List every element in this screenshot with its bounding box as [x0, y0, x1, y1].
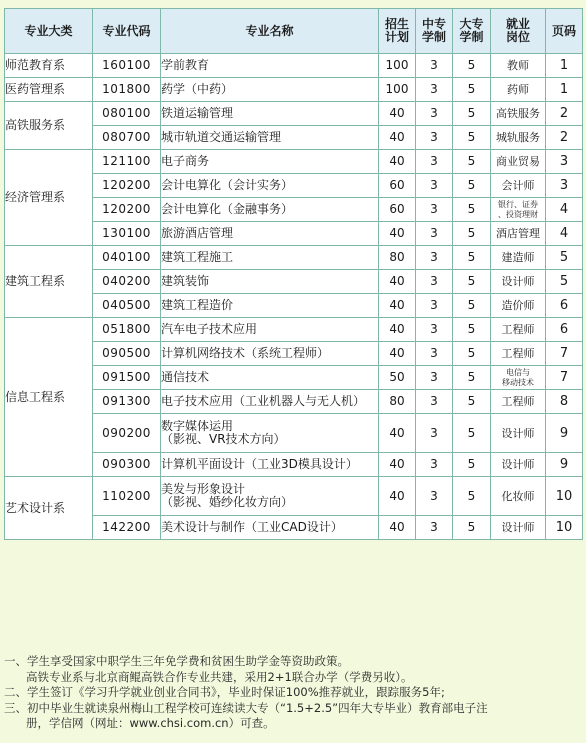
zz-years-cell: 3 [416, 318, 453, 342]
page-cell: 4 [546, 222, 583, 246]
dz-years-cell: 5 [453, 318, 491, 342]
major-name-line: 药学（中药） [161, 82, 234, 96]
code-cell: 120200 [93, 198, 161, 222]
major-name-line: 电子技术应用（工业机器人与无人机） [161, 394, 366, 408]
table-body [5, 54, 583, 540]
job-line: 设计师 [501, 275, 535, 288]
dz-years-cell: 5 [453, 366, 491, 390]
plan-cell: 50 [379, 366, 416, 390]
job-line: 设计师 [501, 426, 535, 440]
zz-years-cell: 3 [416, 54, 453, 78]
plan-cell: 40 [379, 477, 416, 516]
major-name-cell [161, 54, 379, 78]
job-cell [491, 102, 546, 126]
job-cell [491, 78, 546, 102]
table-row [5, 150, 583, 174]
major-name-line: （影视、婚纱化妆方向） [161, 495, 294, 509]
job-line: 造价师 [501, 299, 535, 312]
column-header [379, 9, 416, 54]
job-line: 高铁服务 [496, 107, 540, 120]
page-cell: 6 [546, 318, 583, 342]
major-name-line: 计算机平面设计（工业3D模具设计） [161, 457, 358, 471]
page-cell: 9 [546, 414, 583, 453]
major-name-line: 建筑装饰 [161, 274, 210, 288]
dept-cell: 信息工程系 [5, 318, 93, 477]
job-cell [491, 126, 546, 150]
page-cell: 10 [546, 477, 583, 516]
plan-cell: 40 [379, 270, 416, 294]
table-row [5, 102, 583, 126]
job-line: 电信与 [506, 367, 530, 377]
code-cell: 051800 [93, 318, 161, 342]
column-header-line: 计划 [384, 30, 409, 44]
note-line: 二、学生签订《学习升学就业创业合同书》，毕业时保证100%推荐就业，跟踪服务5年; [4, 685, 445, 699]
job-line: 教师 [507, 59, 529, 72]
plan-cell: 40 [379, 342, 416, 366]
dz-years-cell: 5 [453, 453, 491, 477]
major-name-cell [161, 150, 379, 174]
job-line: 酒店管理 [496, 227, 540, 240]
dz-years-cell: 5 [453, 516, 491, 540]
column-header-line: 页码 [551, 23, 576, 38]
plan-cell: 60 [379, 198, 416, 222]
column-header-line: 学制 [459, 30, 484, 44]
job-line: 工程师 [501, 395, 535, 408]
code-cell: 040100 [93, 246, 161, 270]
major-name-cell [161, 102, 379, 126]
major-name-line: 美发与形象设计 [161, 482, 246, 496]
major-name-cell [161, 294, 379, 318]
zz-years-cell: 3 [416, 174, 453, 198]
page-cell: 6 [546, 294, 583, 318]
table-row [5, 318, 583, 342]
major-name-line: 建筑工程造价 [161, 298, 234, 312]
page-cell: 7 [546, 342, 583, 366]
job-cell [491, 294, 546, 318]
dz-years-cell: 5 [453, 222, 491, 246]
plan-cell: 40 [379, 294, 416, 318]
plan-cell: 40 [379, 126, 416, 150]
code-cell: 080700 [93, 126, 161, 150]
dept-cell: 医药管理系 [5, 78, 93, 102]
major-name-line: 学前教育 [161, 58, 210, 72]
major-name-line: 美术设计与制作（工业CAD设计） [161, 520, 343, 534]
note-line: 三、初中毕业生就读泉州梅山工程学校可连续读大专（“1.5+2.5”四年大专毕业）教育部电子注 [4, 700, 488, 715]
job-cell [491, 318, 546, 342]
major-name-line: 建筑工程施工 [161, 250, 234, 264]
code-cell: 110200 [93, 477, 161, 516]
zz-years-cell: 3 [416, 246, 453, 270]
job-line: 设计师 [501, 458, 535, 471]
job-line: 城轨服务 [496, 131, 540, 144]
dz-years-cell: 5 [453, 54, 491, 78]
code-cell: 090300 [93, 453, 161, 477]
dz-years-cell: 5 [453, 294, 491, 318]
job-line: 建造师 [501, 251, 535, 264]
table-row [5, 246, 583, 270]
plan-cell: 100 [379, 54, 416, 78]
job-line: 化妆师 [501, 489, 535, 503]
major-name-line: 电子商务 [161, 154, 210, 168]
code-cell: 160100 [93, 54, 161, 78]
zz-years-cell: 3 [416, 126, 453, 150]
plan-cell: 40 [379, 453, 416, 477]
dept-cell: 高铁服务系 [5, 102, 93, 150]
dept-cell: 艺术设计系 [5, 477, 93, 540]
job-cell [491, 414, 546, 453]
majors-table-wrap [4, 8, 582, 540]
zz-years-cell: 3 [416, 150, 453, 174]
dept-cell: 建筑工程系 [5, 246, 93, 318]
zz-years-cell: 3 [416, 270, 453, 294]
plan-cell: 40 [379, 102, 416, 126]
zz-years-cell: 3 [416, 414, 453, 453]
job-line: 银行、证券 [498, 199, 538, 209]
page-cell: 5 [546, 270, 583, 294]
note-line: 高铁专业系与北京商鲲高铁合作专业共建，采用2+1联合办学（学费另收）。 [26, 669, 413, 684]
job-line: 、投资理财 [498, 209, 538, 219]
job-cell [491, 366, 546, 390]
table-header-row [5, 9, 583, 54]
majors-table [4, 8, 583, 540]
plan-cell: 80 [379, 246, 416, 270]
table-row [5, 477, 583, 516]
major-name-cell [161, 318, 379, 342]
zz-years-cell: 3 [416, 516, 453, 540]
plan-cell: 80 [379, 390, 416, 414]
column-header-line: 专业大类 [24, 23, 73, 38]
column-header-line: 大专 [459, 17, 484, 31]
zz-years-cell: 3 [416, 366, 453, 390]
column-header [491, 9, 546, 54]
plan-cell: 40 [379, 414, 416, 453]
major-name-line: 铁道运输管理 [161, 106, 234, 120]
page-cell: 4 [546, 198, 583, 222]
code-cell: 091300 [93, 390, 161, 414]
code-cell: 040500 [93, 294, 161, 318]
page-cell: 9 [546, 453, 583, 477]
code-cell: 121100 [93, 150, 161, 174]
page-cell: 7 [546, 366, 583, 390]
page-cell: 2 [546, 126, 583, 150]
major-name-cell [161, 516, 379, 540]
zz-years-cell: 3 [416, 222, 453, 246]
job-cell [491, 477, 546, 516]
code-cell: 142200 [93, 516, 161, 540]
dz-years-cell: 5 [453, 390, 491, 414]
job-line: 工程师 [501, 347, 535, 360]
code-cell: 080100 [93, 102, 161, 126]
code-cell: 091500 [93, 366, 161, 390]
table-row [5, 54, 583, 78]
major-name-cell [161, 477, 379, 516]
column-header-line: 中专 [421, 17, 446, 31]
major-name-line: 旅游酒店管理 [161, 226, 234, 240]
major-name-line: （影视、VR技术方向） [161, 432, 286, 446]
dept-cell: 经济管理系 [5, 150, 93, 246]
column-header-line: 就业 [505, 17, 530, 31]
job-line: 设计师 [501, 521, 535, 534]
major-name-line: 会计电算化（金融事务） [161, 202, 294, 216]
job-line: 工程师 [501, 323, 535, 336]
plan-cell: 60 [379, 174, 416, 198]
plan-cell: 100 [379, 78, 416, 102]
column-header [161, 9, 379, 54]
dz-years-cell: 5 [453, 126, 491, 150]
zz-years-cell: 3 [416, 453, 453, 477]
major-name-cell [161, 174, 379, 198]
major-name-cell [161, 222, 379, 246]
major-name-line: 城市轨道交通运输管理 [161, 130, 282, 144]
job-cell [491, 516, 546, 540]
page-cell: 1 [546, 78, 583, 102]
page-cell: 5 [546, 246, 583, 270]
dz-years-cell: 5 [453, 150, 491, 174]
code-cell: 101800 [93, 78, 161, 102]
major-name-cell [161, 342, 379, 366]
page-cell: 10 [546, 516, 583, 540]
job-cell [491, 270, 546, 294]
dz-years-cell: 5 [453, 246, 491, 270]
column-header [453, 9, 491, 54]
major-name-line: 会计电算化（会计实务） [161, 178, 294, 192]
dept-cell: 师范教育系 [5, 54, 93, 78]
job-cell [491, 453, 546, 477]
job-line: 移动技术 [502, 377, 534, 387]
major-name-cell [161, 390, 379, 414]
dz-years-cell: 5 [453, 342, 491, 366]
major-name-cell [161, 126, 379, 150]
code-cell: 040200 [93, 270, 161, 294]
job-cell [491, 222, 546, 246]
page-cell: 3 [546, 150, 583, 174]
zz-years-cell: 3 [416, 477, 453, 516]
job-cell [491, 54, 546, 78]
dz-years-cell: 5 [453, 477, 491, 516]
major-name-cell [161, 453, 379, 477]
page-cell: 3 [546, 174, 583, 198]
major-name-line: 通信技术 [161, 370, 210, 384]
major-name-cell [161, 270, 379, 294]
major-name-cell [161, 78, 379, 102]
column-header [416, 9, 453, 54]
zz-years-cell: 3 [416, 294, 453, 318]
code-cell: 090500 [93, 342, 161, 366]
zz-years-cell: 3 [416, 390, 453, 414]
code-cell: 120200 [93, 174, 161, 198]
dz-years-cell: 5 [453, 414, 491, 453]
notes-section [4, 654, 582, 732]
zz-years-cell: 3 [416, 102, 453, 126]
major-name-cell [161, 366, 379, 390]
page-cell: 8 [546, 390, 583, 414]
note-line: 册，学信网（网址：www.chsi.com.cn）可查。 [26, 716, 275, 730]
job-cell [491, 150, 546, 174]
page-cell: 2 [546, 102, 583, 126]
zz-years-cell: 3 [416, 342, 453, 366]
major-name-cell [161, 198, 379, 222]
job-cell [491, 246, 546, 270]
page-cell: 1 [546, 54, 583, 78]
column-header-line: 专业代码 [102, 23, 151, 38]
zz-years-cell: 3 [416, 78, 453, 102]
column-header-line: 专业名称 [245, 23, 294, 38]
table-row [5, 78, 583, 102]
dz-years-cell: 5 [453, 78, 491, 102]
job-line: 会计师 [501, 179, 535, 192]
major-name-line: 数字媒体运用 [161, 419, 234, 433]
dz-years-cell: 5 [453, 102, 491, 126]
plan-cell: 40 [379, 516, 416, 540]
column-header [93, 9, 161, 54]
job-cell [491, 342, 546, 366]
column-header [546, 9, 583, 54]
plan-cell: 40 [379, 222, 416, 246]
job-line: 药师 [507, 83, 529, 96]
column-header [5, 9, 93, 54]
job-line: 商业贸易 [496, 155, 540, 168]
zz-years-cell: 3 [416, 198, 453, 222]
column-header-line: 学制 [421, 30, 446, 44]
code-cell: 130100 [93, 222, 161, 246]
note-line: 一、学生享受国家中职学生三年免学费和贫困生助学金等资助政策。 [4, 654, 349, 668]
major-name-cell [161, 246, 379, 270]
dz-years-cell: 5 [453, 174, 491, 198]
dz-years-cell: 5 [453, 198, 491, 222]
major-name-line: 计算机网络技术（系统工程师） [161, 346, 330, 360]
column-header-line: 岗位 [505, 30, 530, 44]
major-name-cell [161, 414, 379, 453]
plan-cell: 40 [379, 318, 416, 342]
job-cell [491, 174, 546, 198]
plan-cell: 40 [379, 150, 416, 174]
column-header-line: 招生 [384, 17, 409, 31]
major-name-line: 汽车电子技术应用 [161, 322, 258, 336]
job-cell [491, 198, 546, 222]
job-cell [491, 390, 546, 414]
dz-years-cell: 5 [453, 270, 491, 294]
code-cell: 090200 [93, 414, 161, 453]
